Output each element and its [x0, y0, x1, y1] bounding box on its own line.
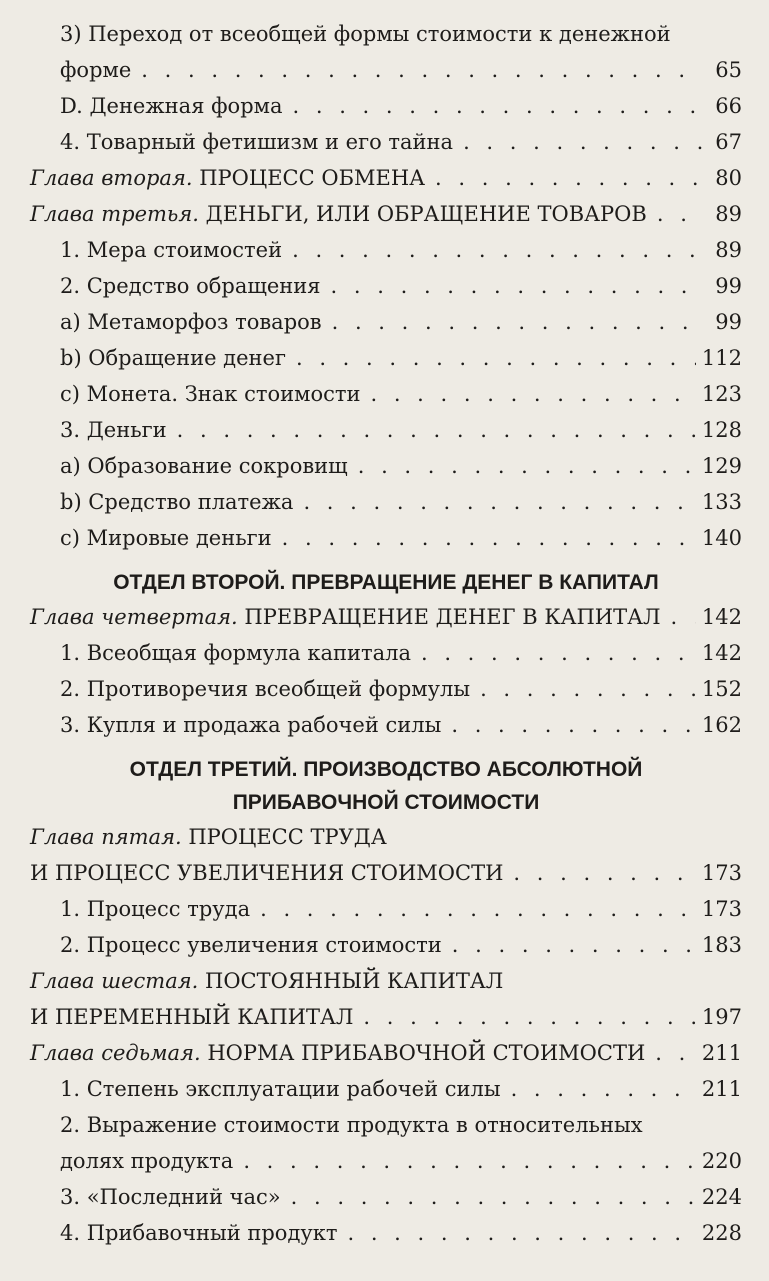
chapter-label: Глава четвертая.: [30, 605, 238, 629]
toc-entry-title: ДЕНЬГИ, ИЛИ ОБРАЩЕНИЕ ТОВАРОВ: [205, 202, 647, 226]
toc-entry-text: [60, 376, 360, 412]
section-heading-3-line1: ОТДЕЛ ТРЕТИЙ. ПРОИЗВОДСТВО АБСОЛЮТНОЙ: [129, 758, 643, 781]
page-number: 99: [715, 310, 742, 334]
page-number: 142: [701, 641, 742, 665]
toc-entry: [30, 520, 742, 556]
page-number: 99: [715, 274, 742, 298]
toc-entry: [30, 599, 742, 635]
toc-entry-title: 4. Прибавочный продукт: [60, 1221, 338, 1245]
toc-entry-title: 1. Мера стоимостей: [60, 238, 283, 262]
dot-leader: [243, 1143, 696, 1179]
page-number: 140: [701, 526, 742, 550]
chapter-label: Глава седьмая.: [30, 1041, 201, 1065]
toc-entry-title: НОРМА ПРИБАВОЧНОЙ СТОИМОСТИ: [207, 1041, 646, 1065]
toc-entry: [30, 891, 742, 927]
dot-leader: [260, 891, 696, 927]
toc-entry: [30, 855, 742, 891]
toc-entry-first-line: [30, 16, 742, 52]
toc-entry: [30, 484, 742, 520]
toc-entry: [30, 1071, 742, 1107]
dot-leader: [370, 376, 695, 412]
page-number: 80: [715, 166, 742, 190]
toc-entry: [30, 268, 742, 304]
dot-leader: [177, 412, 696, 448]
toc-entry-title: 3) Переход от всеобщей формы стоимости к денежной: [60, 22, 671, 46]
toc-group-bottom: [30, 819, 742, 1251]
toc-entry-title: b) Обращение денег: [60, 346, 286, 370]
dot-leader: [451, 707, 696, 743]
dot-leader: [435, 160, 702, 196]
toc-entry-title: 1. Всеобщая формула капитала: [60, 641, 411, 665]
page-number: 228: [701, 1221, 742, 1245]
toc-group-top: [30, 16, 742, 556]
toc-entry-title: ПРЕВРАЩЕНИЕ ДЕНЕГ В КАПИТАЛ: [244, 605, 661, 629]
toc-entry-text: [60, 340, 286, 376]
toc-entry-text: [60, 124, 453, 160]
page-number: 66: [715, 94, 742, 118]
toc-entry-text: [30, 599, 661, 635]
toc-entry-title: ПРОЦЕСС ТРУДА: [188, 825, 387, 849]
page-number: 67: [715, 130, 742, 154]
page-number: 211: [701, 1041, 742, 1065]
chapter-label: Глава пятая.: [30, 825, 182, 849]
toc-entry-title: c) Мировые деньги: [60, 526, 272, 550]
toc-entry-title: c) Монета. Знак стоимости: [60, 382, 361, 406]
toc-entry: [30, 671, 742, 707]
page-number: 224: [701, 1185, 742, 1209]
page-number: 89: [715, 238, 742, 262]
toc-entry-text: [60, 268, 321, 304]
dot-leader: [282, 520, 696, 556]
page-number: 112: [701, 346, 742, 370]
toc-entry-title: 1. Степень эксплуатации рабочей силы: [60, 1077, 501, 1101]
dot-leader: [480, 671, 696, 707]
toc-entry: [30, 707, 742, 743]
toc-entry: [30, 160, 742, 196]
toc-entry-title: форме: [60, 58, 132, 82]
toc-entry: [30, 999, 742, 1035]
toc-entry: [30, 376, 742, 412]
page-number: 123: [701, 382, 742, 406]
page-number: 89: [715, 202, 742, 226]
toc-entry-title: 2. Выражение стоимости продукта в относительных: [60, 1113, 643, 1137]
toc-entry-text: [30, 999, 353, 1035]
toc-entry-text: [60, 412, 167, 448]
toc-entry-text: [60, 1071, 501, 1107]
toc-entry-title: ПОСТОЯННЫЙ КАПИТАЛ: [205, 969, 504, 993]
toc-group-middle: [30, 599, 742, 743]
dot-leader: [292, 232, 702, 268]
toc-entry-text: [60, 232, 282, 268]
toc-entry: [30, 304, 742, 340]
toc-entry: [30, 412, 742, 448]
toc-entry: [30, 448, 742, 484]
toc-entry-text: [30, 855, 503, 891]
toc-entry-title: 3. «Последний час»: [60, 1185, 281, 1209]
toc-entry-text: [60, 635, 411, 671]
toc-entry-first-line: [30, 963, 742, 999]
toc-entry-title: И ПЕРЕМЕННЫЙ КАПИТАЛ: [30, 1005, 354, 1029]
dot-leader: [513, 855, 695, 891]
toc-entry-title: 3. Деньги: [60, 418, 167, 442]
toc-entry-title: a) Образование сокровищ: [60, 454, 348, 478]
page-number: 142: [701, 605, 742, 629]
toc-entry-text: [60, 671, 470, 707]
dot-leader: [363, 999, 695, 1035]
toc-entry-text: [60, 88, 283, 124]
toc-entry-title: 1. Процесс труда: [60, 897, 251, 921]
toc-entry-text: [30, 160, 425, 196]
toc-entry-text: [60, 304, 322, 340]
toc-entry: [30, 1143, 742, 1179]
toc-entry: [30, 1215, 742, 1251]
toc-entry-first-line: [30, 1107, 742, 1143]
chapter-label: Глава третья.: [30, 202, 199, 226]
toc-entry-title: 2. Процесс увеличения стоимости: [60, 933, 442, 957]
toc-entry: [30, 88, 742, 124]
page-number: 133: [701, 490, 742, 514]
toc-entry-title: И ПРОЦЕСС УВЕЛИЧЕНИЯ СТОИМОСТИ: [30, 861, 504, 885]
toc-entry-title: D. Денежная форма: [60, 94, 283, 118]
toc-entry: [30, 340, 742, 376]
page-number: 128: [701, 418, 742, 442]
toc-entry: [30, 196, 742, 232]
toc-entry-title: 2. Противоречия всеобщей формулы: [60, 677, 471, 701]
toc-entry-title: долях продукта: [60, 1149, 234, 1173]
toc-entry-text: [60, 891, 250, 927]
page-number: 211: [701, 1077, 742, 1101]
dot-leader: [296, 340, 696, 376]
page-number: 173: [701, 897, 742, 921]
dot-leader: [331, 268, 702, 304]
toc-entry-title: b) Средство платежа: [60, 490, 294, 514]
dot-leader: [347, 1215, 695, 1251]
section-heading-2: ОТДЕЛ ВТОРОЙ. ПРЕВРАЩЕНИЕ ДЕНЕГ В КАПИТАЛ: [113, 571, 659, 594]
toc-entry: [30, 124, 742, 160]
chapter-label: Глава вторая.: [30, 166, 193, 190]
dot-leader: [511, 1071, 696, 1107]
dot-leader: [141, 52, 702, 88]
dot-leader: [655, 1035, 696, 1071]
toc-entry: [30, 1035, 742, 1071]
dot-leader: [421, 635, 696, 671]
toc-entry-title: ПРОЦЕСС ОБМЕНА: [199, 166, 426, 190]
table-of-contents: [30, 16, 742, 1251]
page-number: 129: [701, 454, 742, 478]
toc-entry: [30, 635, 742, 671]
toc-entry-title: 4. Товарный фетишизм и его тайна: [60, 130, 454, 154]
toc-entry-text: [60, 927, 442, 963]
section-heading-3-line2: ПРИБАВОЧНОЙ СТОИМОСТИ: [232, 791, 540, 814]
dot-leader: [671, 599, 696, 635]
toc-entry-title: 2. Средство обращения: [60, 274, 321, 298]
dot-leader: [657, 196, 702, 232]
page-number: 152: [701, 677, 742, 701]
dot-leader: [293, 88, 703, 124]
toc-entry: [30, 52, 742, 88]
toc-entry-first-line: [30, 819, 742, 855]
toc-entry-text: [60, 52, 131, 88]
page-number: 173: [701, 861, 742, 885]
toc-entry: [30, 927, 742, 963]
toc-entry-title: a) Метаморфоз товаров: [60, 310, 322, 334]
dot-leader: [452, 927, 696, 963]
page-number: 65: [715, 58, 742, 82]
dot-leader: [303, 484, 695, 520]
page-number: 197: [701, 1005, 742, 1029]
page-number: 183: [701, 933, 742, 957]
dot-leader: [332, 304, 702, 340]
toc-entry: [30, 1179, 742, 1215]
dot-leader: [291, 1179, 696, 1215]
page-number: 162: [701, 713, 742, 737]
toc-entry-text: [60, 448, 348, 484]
dot-leader: [463, 124, 702, 160]
chapter-label: Глава шестая.: [30, 969, 199, 993]
toc-entry: [30, 232, 742, 268]
toc-entry-text: [60, 1143, 233, 1179]
toc-entry-text: [60, 520, 272, 556]
toc-entry-text: [60, 707, 441, 743]
toc-entry-text: [60, 1215, 337, 1251]
toc-entry-text: [30, 1035, 645, 1071]
dot-leader: [358, 448, 696, 484]
toc-entry-text: [60, 484, 293, 520]
toc-entry-title: 3. Купля и продажа рабочей силы: [60, 713, 442, 737]
page-number: 220: [701, 1149, 742, 1173]
toc-entry-text: [30, 196, 647, 232]
toc-entry-text: [60, 1179, 281, 1215]
